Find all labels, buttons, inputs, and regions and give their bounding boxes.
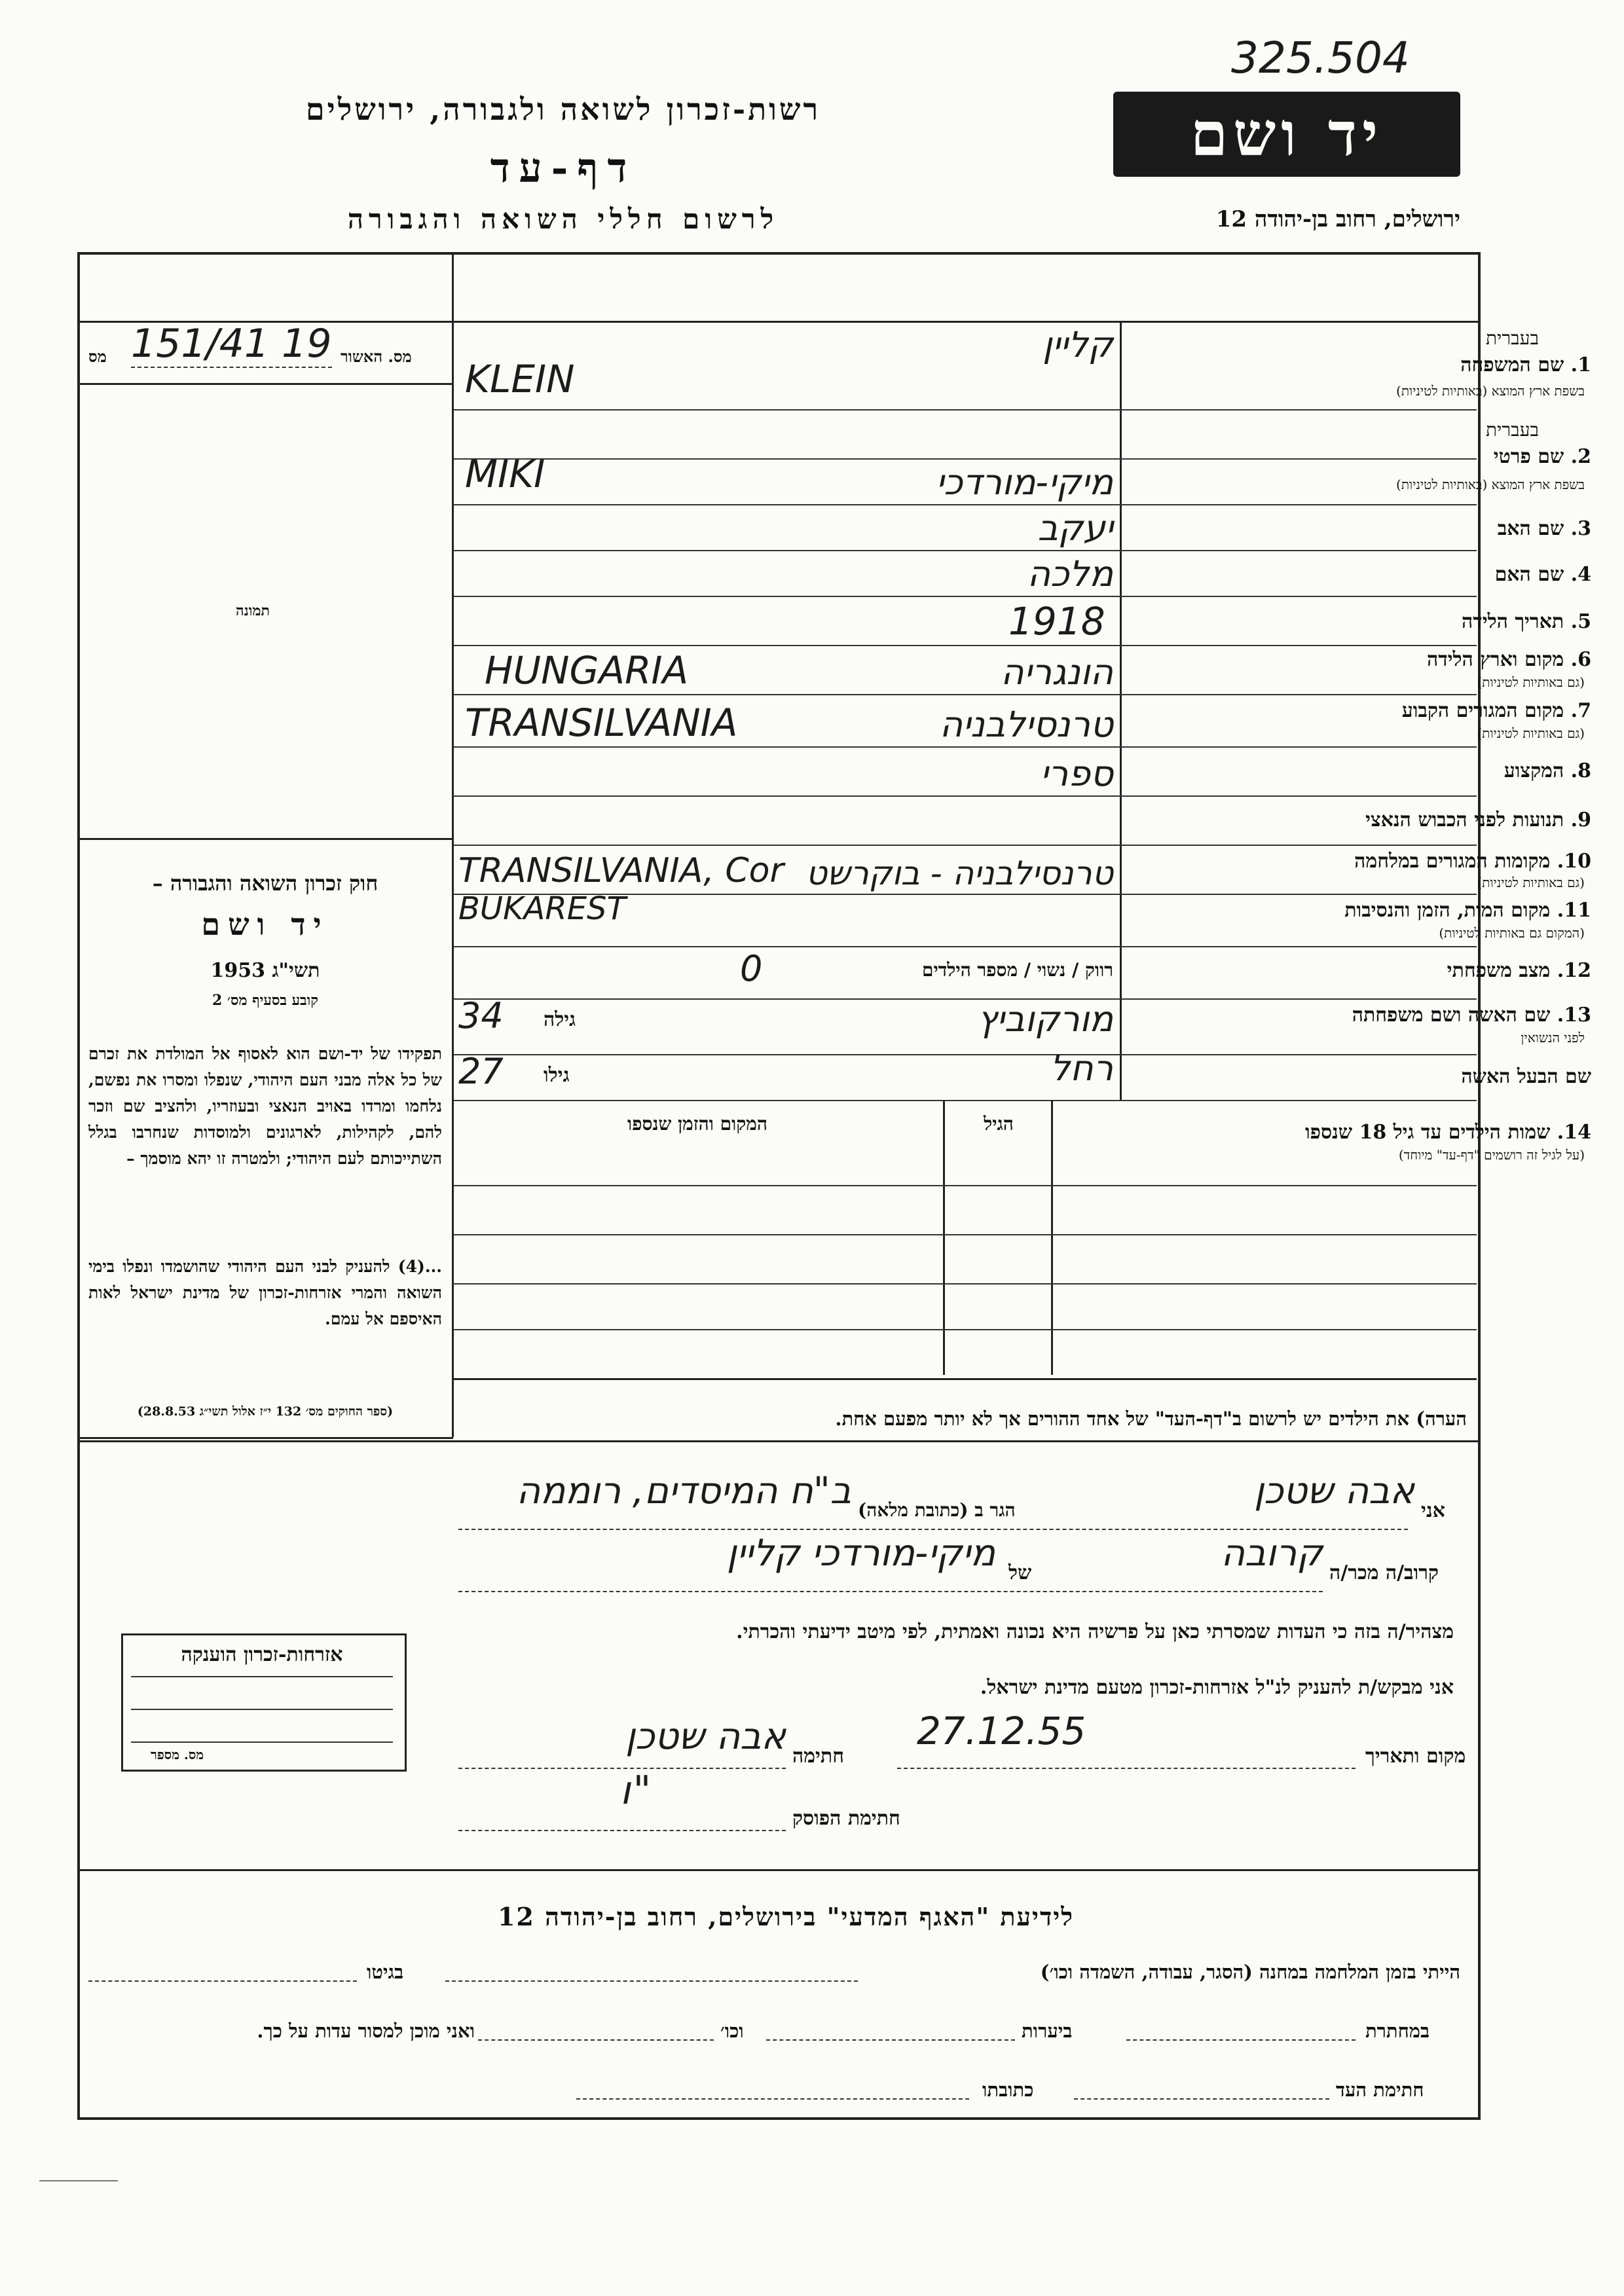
row-line	[453, 795, 1477, 797]
surname-hebrew: קליין	[1043, 324, 1113, 365]
residence-hebrew: טרנסילבניה	[939, 704, 1113, 745]
children-row-line	[453, 1185, 1477, 1186]
photo-label: תמונה	[236, 602, 270, 619]
declaration-relation-label: קרוב/ה מכר/ה	[1329, 1561, 1439, 1584]
field-8-num: 8.	[1570, 759, 1591, 782]
law-year: תשי"ג 1953	[210, 959, 320, 982]
footer-line1-a: הייתי בזמן המלחמה במחנה (הסגר, עבודה, השמדה וכו׳)	[1040, 1961, 1460, 1983]
field-2-sub: בשפת ארץ המוצא (באותיות לטיניות)	[1396, 477, 1585, 492]
field-6-name: מקום וארץ הלידה	[1426, 648, 1564, 671]
spouse-age: 27	[458, 1051, 504, 1092]
field-4-name: שם האם	[1494, 563, 1564, 586]
children-place-divider	[943, 1100, 945, 1375]
footer-ghetto-line	[88, 1980, 357, 1982]
file-reference: 325.504	[1231, 33, 1410, 83]
footer-line3-a: חתימת העד	[1336, 2079, 1424, 2101]
field-1-label	[1460, 354, 1591, 376]
row-line	[453, 596, 1477, 597]
children-age-divider	[1051, 1100, 1053, 1375]
declaration-resides-label: הגר ב (כתובת מלאה)	[858, 1499, 1016, 1521]
footer-address-line	[576, 2098, 969, 2100]
signature-value: אבה שטכן	[625, 1715, 786, 1758]
law-source: (ספר החוקים מס׳ 132 י״ז אלול תשי״ג 28.8.53)	[137, 1404, 394, 1419]
field-6-num: 6.	[1570, 648, 1591, 671]
wartime-residence-hebrew: טרנסילבניה - בוקרשט	[805, 854, 1113, 892]
residence-latin: TRANSILVANIA	[465, 701, 738, 745]
row-line	[453, 458, 1477, 460]
surname-latin: KLEIN	[465, 357, 575, 401]
field-11-name: מקום המות, הזמן והנסיבות	[1344, 899, 1551, 922]
footer-witness-line	[1074, 2098, 1329, 2100]
approval-value: 151/41 19	[131, 321, 332, 367]
birthplace-latin: HUNGARIA	[485, 648, 689, 693]
field-8-name: המקצוע	[1504, 759, 1564, 782]
approval-no-label: מס	[88, 347, 107, 366]
authority-title: רשות-זכרון לשואה ולגבורה, ירושלים	[305, 92, 821, 127]
row-line	[453, 504, 1477, 505]
wife-age: 34	[458, 995, 504, 1036]
left-photo-bottom	[77, 838, 453, 840]
left-law-bottom	[77, 1437, 453, 1439]
note: הערה) את הילדים יש לרשום ב"דף-העד" של אחד ההורים אך לא יותר מפעם אחת.	[835, 1408, 1467, 1430]
row-line	[453, 845, 1477, 846]
footer-title: לידיעת "האגף המדעי" בירושלים, רחוב בן-יהודה 12	[497, 1902, 1075, 1931]
field-1-sub: בשפת ארץ המוצא (באותיות לטיניות)	[1396, 383, 1585, 399]
field-11-num: 11.	[1557, 899, 1591, 922]
row-line	[453, 409, 1477, 410]
field-13-num: 13.	[1557, 1004, 1591, 1027]
law-section: קובע בסעיף מס׳ 2	[212, 992, 319, 1009]
birthplace-hebrew: הונגריה	[1001, 651, 1113, 693]
children-title: 14. שמות הילדים עד גיל 18 שנספו	[1304, 1121, 1591, 1144]
footer-top-line	[77, 1869, 1478, 1871]
approval-label: מס. האשור	[341, 347, 412, 366]
field-2-label	[1494, 445, 1591, 468]
field-11-sub: (המקום גם באותיות לטיניות)	[1439, 925, 1585, 941]
citizenship-line	[131, 1676, 393, 1677]
field-12-num: 12.	[1557, 959, 1591, 982]
field-5-num: 5.	[1570, 610, 1591, 633]
law-text: תפקידו של יד-ושם הוא לאסוף אל המולדת את זכרם של כל אלה מבני העם היהודי, שנפלו ומסרו את נפשם, נלחמו ומרדו באויב הנאצי ובעוזריו, ולהציב שם וזכר להם, לקהילות, לארגונים ולמוסדות שנחרבו בגלל השתייכותם לעם היהודי; ולמטרה זו יהא מוסמך –	[88, 1044, 442, 1168]
field-13-name: שם האשה ושם משפחתה	[1352, 1004, 1551, 1027]
children-bottom-line	[453, 1378, 1477, 1380]
field-4-label	[1495, 563, 1591, 586]
footer-line3-b: כתובתו	[982, 2079, 1034, 2101]
spouse-age-label: גילו	[544, 1064, 570, 1087]
label-column-divider	[1120, 321, 1122, 1100]
field-12-label	[1447, 959, 1591, 982]
field-7-label	[1402, 699, 1591, 722]
law-text-4: ...(4) להעניק לבני העם היהודי שהושמדו ונפלו בימי השואה והמרי אזרחות-זכרון של מדינת ישראל לאות האיספם אל עמם.	[88, 1257, 442, 1328]
left-approval-line	[77, 383, 453, 385]
wife-name: מורקוביץ	[977, 998, 1113, 1040]
wife-age-label: גילה	[544, 1008, 576, 1031]
children-row-line	[453, 1283, 1477, 1285]
officer-line	[458, 1830, 786, 1831]
officer-label: חתימת הפוסק	[792, 1807, 900, 1830]
children-row-line	[453, 1234, 1477, 1235]
row-line	[453, 645, 1477, 646]
family-status-options: רווק / נשוי / מספר הילדים	[921, 959, 1113, 981]
form-name: דף-עד	[490, 144, 637, 192]
citizenship-no-label: מס. מספר	[151, 1747, 204, 1762]
citizenship-line	[131, 1741, 393, 1743]
place-date-value: 27.12.55	[917, 1709, 1086, 1753]
law-title: חוק זכרון השואה והגבורה –	[152, 871, 378, 896]
mother-name: מלכה	[1027, 553, 1113, 594]
children-count: 0	[740, 948, 763, 989]
address: ירושלים, רחוב בן-יהודה 12	[1215, 206, 1460, 232]
footer-forests-line	[766, 2039, 1015, 2041]
firstname-latin: MIKI	[465, 452, 545, 496]
field-10-num: 10.	[1557, 850, 1591, 873]
signature-label: חתימה	[792, 1745, 844, 1768]
field-7-num: 7.	[1570, 699, 1591, 722]
field-3-name: שם האב	[1497, 517, 1564, 540]
field-10-sub: (גם באותיות לטיניות)	[1477, 875, 1585, 890]
declaration-request: אני מבקש/ת להעניק לנ"ל אזרחות-זכרון מטעם מדינת ישראל.	[980, 1676, 1454, 1699]
field-2-name: שם פרטי	[1493, 445, 1564, 468]
citizenship-box-title: אזרחות-זכרון הוענקה	[181, 1643, 343, 1666]
field-6-label	[1427, 648, 1591, 671]
footer-line1-b: בגיטו	[367, 1961, 404, 1983]
wartime-residence-latin: TRANSILVANIA, Cor	[458, 851, 784, 890]
row-line	[453, 1100, 1477, 1101]
footer-line2-a: במחתרת	[1365, 2020, 1430, 2042]
row-line	[453, 946, 1477, 947]
declaration-i-value: אבה שטכן	[1253, 1470, 1414, 1512]
field-8-label	[1504, 759, 1591, 782]
footer-line2-d: ואני מוכן למסור עדות על כך.	[257, 2020, 475, 2042]
officer-signature-mark: ı"	[622, 1768, 652, 1813]
declaration-relation-value: קרובה	[1221, 1532, 1323, 1575]
spouse-name: רחל	[1050, 1048, 1113, 1089]
field-1-name: שם המשפחה	[1460, 354, 1564, 376]
declaration-i-label: אני	[1421, 1499, 1445, 1522]
children-row-line	[453, 1329, 1477, 1330]
field-1-num: 1.	[1570, 354, 1591, 376]
law-name: יד ושם	[201, 907, 329, 942]
footer-camp-line	[445, 1980, 858, 1982]
note-bottom-line	[77, 1440, 1478, 1442]
field-9-num: 9.	[1570, 809, 1591, 831]
father-name: יעקב	[1037, 507, 1113, 549]
declaration-line-1	[458, 1529, 1408, 1530]
place-date-line	[897, 1768, 1356, 1769]
field-11-label	[1344, 899, 1591, 922]
field-6-sub: (גם באותיות לטיניות)	[1477, 674, 1585, 690]
field-7-name: מקום המגורים הקבוע	[1401, 699, 1564, 722]
occupation: ספרי	[1040, 753, 1113, 794]
children-col-age: הגיל	[984, 1113, 1014, 1135]
footer-etc-line	[478, 2039, 714, 2041]
firstname-hebrew: מיקי-מורדכי	[936, 462, 1113, 503]
field-4-num: 4.	[1570, 563, 1591, 586]
scan-artifact-line	[39, 2180, 118, 2181]
field-7-sub: (גם באותיות לטיניות)	[1477, 725, 1585, 741]
footer-underground-line	[1126, 2039, 1356, 2041]
field-9-label	[1365, 809, 1591, 831]
place-date-label: מקום ותאריך	[1365, 1745, 1466, 1768]
form-purpose: לרשום חללי השואה והגבורה	[347, 203, 779, 235]
footer-line2-c: וכו׳	[720, 2020, 744, 2042]
field-1-hebrew-tag: בעברית	[1485, 327, 1539, 349]
footer-line2-b: ביערות	[1022, 2020, 1073, 2042]
declaration-of-label: של	[1008, 1561, 1032, 1584]
citizenship-line	[131, 1709, 393, 1710]
row-line	[453, 550, 1477, 551]
field-12-name: מצב משפחתי	[1447, 959, 1551, 982]
yad-vashem-logo	[1113, 92, 1460, 177]
children-col-place: המקום והזמן שנספו	[627, 1113, 767, 1135]
birth-date: 1918	[1008, 599, 1105, 644]
row-line	[453, 746, 1477, 748]
declaration-of-value: מיקי-מורדכי קליין	[726, 1532, 995, 1575]
field-9-name: תנועות לפני הכבוש הנאצי	[1365, 809, 1564, 831]
field-5-name: תאריך הלידה	[1462, 610, 1564, 633]
row-line	[453, 694, 1477, 695]
field-2-num: 2.	[1570, 445, 1591, 468]
logo-text: יד ושם	[1190, 99, 1384, 170]
field-10-name: מקומות המגורים במלחמה	[1354, 850, 1551, 873]
field-spouse-label: שם הבעל האשה	[1461, 1065, 1591, 1088]
declaration-line-2	[458, 1591, 1323, 1592]
field-3-label	[1498, 517, 1591, 540]
field-2-hebrew-tag: בעברית	[1485, 419, 1539, 441]
declaration-statement: מצהיר/ה בזה כי העדות שמסרתי כאן על פרשיה היא נכונה ואמתית, לפי מיטב ידיעתי והכרתי.	[736, 1620, 1454, 1643]
field-5-label	[1462, 610, 1591, 633]
field-10-label	[1354, 850, 1591, 873]
field-13-sub: לפני הנשואין	[1521, 1030, 1585, 1046]
death-place-latin: BUKAREST	[458, 890, 626, 927]
field-3-num: 3.	[1570, 517, 1591, 540]
field-13-label	[1352, 1004, 1591, 1027]
children-sub: (על לגיל זה רושמים "דף-עד" מיוחד)	[1398, 1147, 1585, 1163]
declaration-resides-value: ב"ח המיסדים, רוממה	[516, 1470, 851, 1512]
